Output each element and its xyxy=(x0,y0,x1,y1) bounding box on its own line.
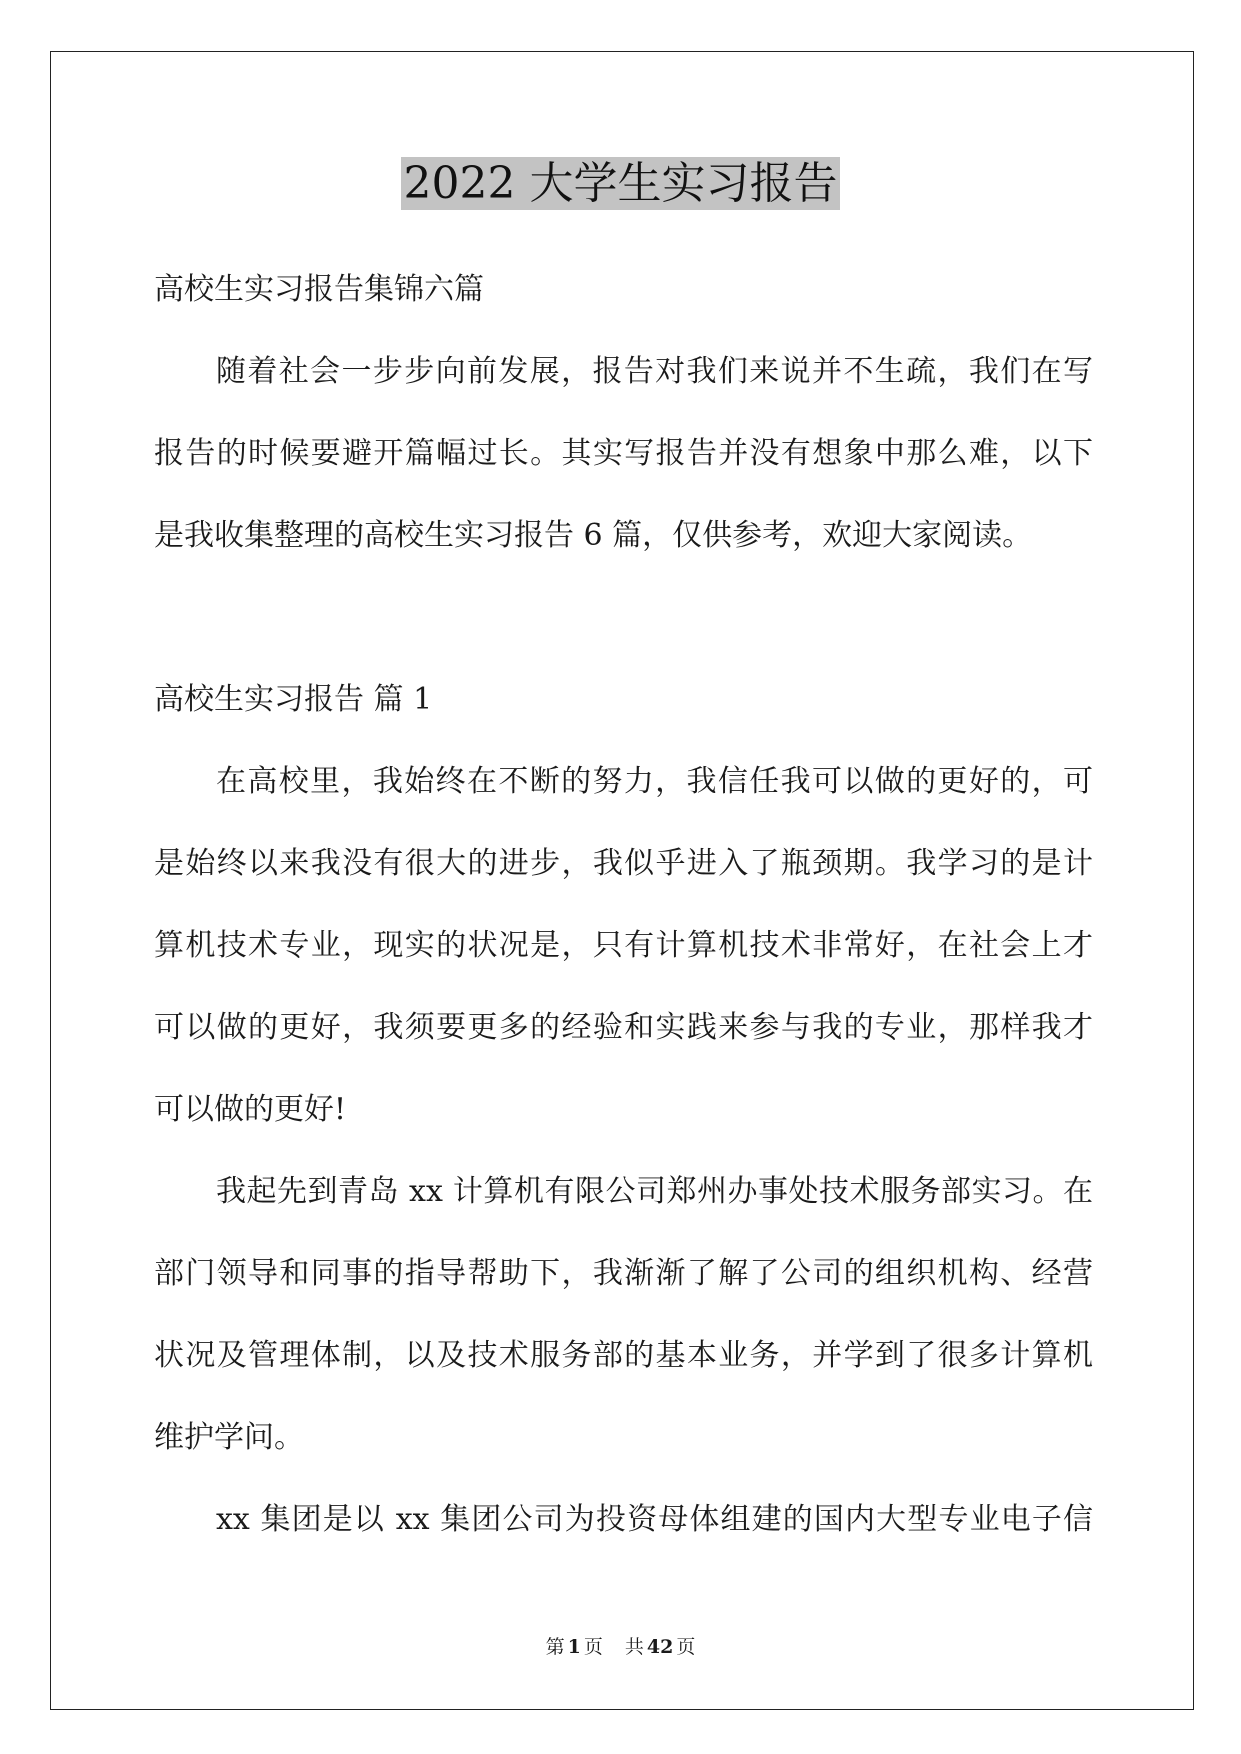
intro-paragraph xyxy=(154,331,1093,577)
body-paragraph xyxy=(154,1151,1093,1479)
body-paragraph xyxy=(154,1479,1093,1561)
paragraph-line: xx 集团是以 xx 集团公司为投资母体组建的国内大型专业电子信 xyxy=(216,1502,1093,1537)
document-subtitle: 高校生实习报告集锦六篇 xyxy=(154,272,484,307)
page-unit: 页 xyxy=(583,1636,603,1658)
paragraph-line: 是始终以来我没有很大的进步，我似乎进入了瓶颈期。我学习的是计 xyxy=(154,846,1093,881)
title-container xyxy=(0,157,1241,210)
page-footer xyxy=(0,1634,1241,1660)
current-page-number: 1 xyxy=(567,1636,581,1658)
paragraph-line: 报告的时候要避开篇幅过长。其实写报告并没有想象中那么难，以下 xyxy=(154,436,1093,471)
total-word: 共 xyxy=(624,1636,644,1658)
document-title: 2022 大学生实习报告 xyxy=(401,157,841,210)
paragraph-line: 部门领导和同事的指导帮助下，我渐渐了解了公司的组织机构、经营 xyxy=(154,1256,1093,1291)
paragraph-line: 可以做的更好! xyxy=(154,1092,347,1127)
total-pages-number: 42 xyxy=(646,1636,674,1658)
paragraph-line: 是我收集整理的高校生实习报告 6 篇，仅供参考，欢迎大家阅读。 xyxy=(154,518,1033,553)
paragraph-line: 随着社会一步步向前发展，报告对我们来说并不生疏，我们在写 xyxy=(216,354,1093,389)
paragraph-line: 在高校里，我始终在不断的努力，我信任我可以做的更好的，可 xyxy=(216,764,1093,799)
paragraph-line: 我起先到青岛 xx 计算机有限公司郑州办事处技术服务部实习。在 xyxy=(216,1174,1093,1209)
paragraph-line: 维护学问。 xyxy=(154,1420,304,1455)
total-unit: 页 xyxy=(676,1636,696,1658)
paragraph-line: 算机技术专业，现实的状况是，只有计算机技术非常好，在社会上才 xyxy=(154,928,1093,963)
page-word: 第 xyxy=(545,1636,565,1658)
body-paragraph xyxy=(154,741,1093,1151)
section-heading: 高校生实习报告 篇 1 xyxy=(154,682,433,717)
paragraph-line: 可以做的更好，我须要更多的经验和实践来参与我的专业，那样我才 xyxy=(154,1010,1093,1045)
paragraph-line: 状况及管理体制，以及技术服务部的基本业务，并学到了很多计算机 xyxy=(154,1338,1093,1373)
document-body xyxy=(154,249,1093,1561)
blank-line xyxy=(154,577,1093,659)
